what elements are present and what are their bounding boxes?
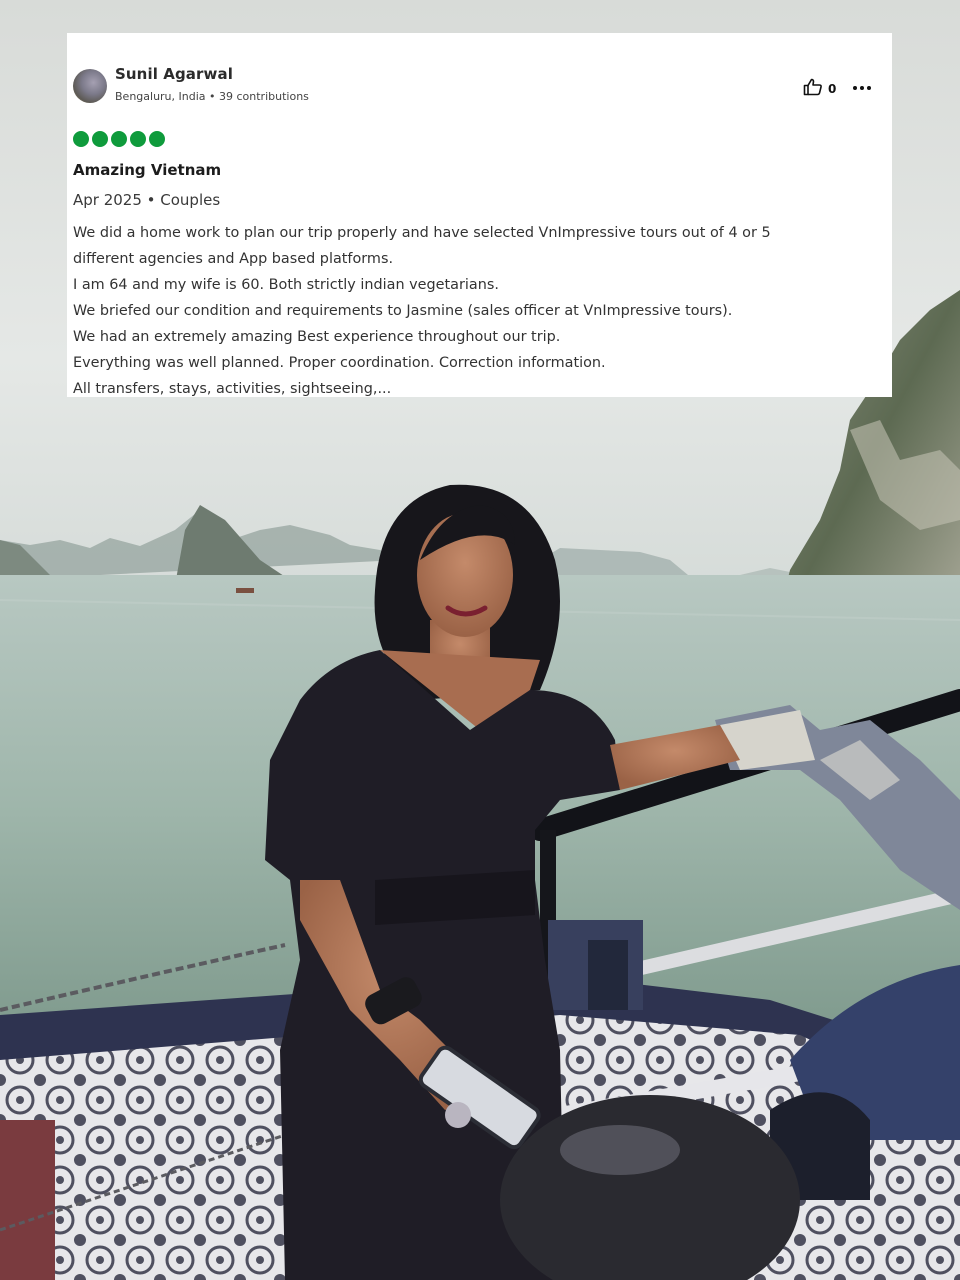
review-body-line: We briefed our condition and requirements to Jasmine (sales officer at VnImpressive tours). (73, 303, 733, 319)
rating-bubble (92, 131, 108, 147)
rating-bubble (73, 131, 89, 147)
review-body-line: different agencies and App based platforms. (73, 251, 394, 267)
more-options-button[interactable] (851, 78, 873, 98)
rating-bubble (130, 131, 146, 147)
rating-bubbles (73, 131, 165, 147)
helpful-vote-button[interactable] (803, 79, 836, 99)
author-name[interactable]: Sunil Agarwal (115, 65, 233, 83)
thumbs-up-icon (803, 78, 823, 100)
review-card (67, 33, 892, 397)
review-body-line: All transfers, stays, activities, sightseeing,... (73, 381, 392, 397)
review-body-line: I am 64 and my wife is 60. Both strictly indian vegetarians. (73, 277, 499, 293)
review-title[interactable]: Amazing Vietnam (73, 161, 222, 179)
review-body-line: Everything was well planned. Proper coordination. Correction information. (73, 355, 606, 371)
avatar[interactable] (73, 69, 107, 103)
more-options-icon (851, 78, 873, 98)
review-body (73, 220, 883, 402)
author-meta: Bengaluru, India • 39 contributions (115, 90, 309, 103)
review-date-trip-type: Apr 2025 • Couples (73, 191, 221, 209)
rating-bubble (149, 131, 165, 147)
rating-bubble (111, 131, 127, 147)
helpful-count: 0 (828, 82, 837, 96)
review-body-line: We did a home work to plan our trip properly and have selected VnImpressive tours out of 4 or 5 (73, 225, 771, 241)
review-body-line: We had an extremely amazing Best experience throughout our trip. (73, 329, 561, 345)
